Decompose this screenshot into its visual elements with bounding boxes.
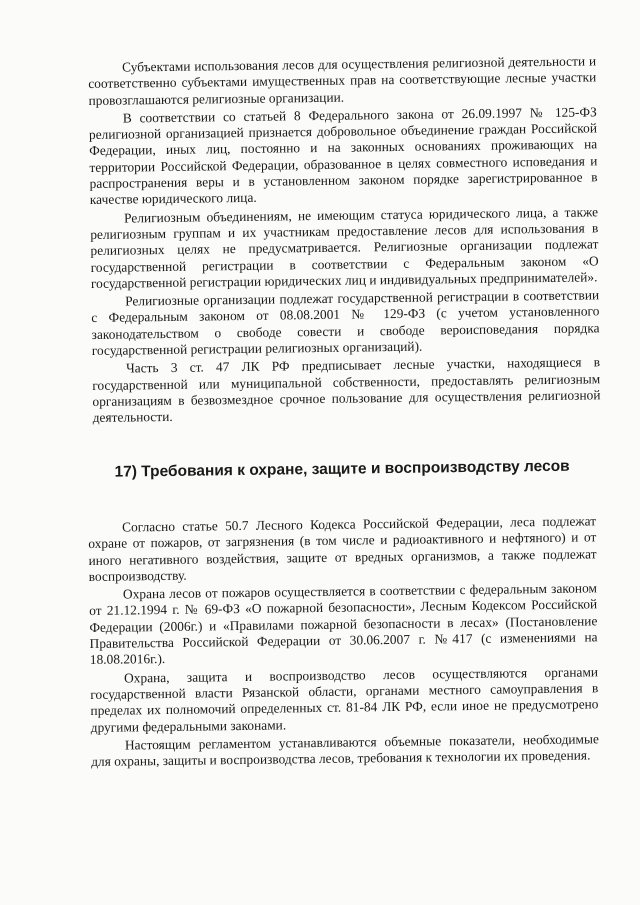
paragraph: Охрана лесов от пожаров осуществляется в соответствии с федеральным законом от 21.12.1994 г. № 69-ФЗ «О пожарной безопасности», Лесным Кодексом Российской Федерации (2006г.) и «Правилами пожарной безопасности в лесах» (Постановление Правительства Российской Федерации от 30.06.2007 г. №417 (с изменениями на 18.08.2016г.). — [89, 580, 598, 668]
paragraph: Охрана, защита и воспроизводство лесов осуществляются органами государственной власти Рязанской области, органами местного самоуправления в пределах их полномочий определенных ст. 81-84 ЛК РФ, если иное не предусмотрено другими федеральными законами. — [90, 664, 599, 735]
section-heading: 17) Требования к охране, защите и воспроизводству лесов — [114, 457, 570, 481]
section-forest-protection — [88, 513, 599, 770]
paragraph: Часть 3 ст. 47 ЛК РФ предписывает лесные участки, находящиеся в государственной или муниципальной собственности, предоставлять религиозным организациям в безвозмездное срочное пользование для осуществления религиозной деятельности. — [92, 354, 601, 426]
paragraph: Религиозным объединениям, не имеющим статуса юридического лица, а также религиозным группам и их участникам предоставление лесов для использования в религиозных целях не предусматривается. Религиозные организации подлежат государственной регистрации в соответствии с Федеральным законом «О государственной регистрации юридических лиц и индивидуальных предпринимателей». — [90, 204, 599, 291]
paragraph: Согласно статье 50.7 Лесного Кодекса Российской Федерации, леса подлежат охране от пожаров, от загрязнения (в том числе и радиоактивного и нефтяного) и от иного негативного воздействия, защите от вредных организмов, а также подлежат воспроизводству. — [88, 513, 597, 584]
paragraph: Субъектами использования лесов для осуществления религиозной деятельности и соответственно субъектами имущественных прав на соответствующие лесные участки провозглашаются религиозные организации. — [88, 53, 597, 108]
paragraph: В соответствии со статьей 8 Федерального закона от 26.09.1997 № 125-ФЗ религиозной организацией признается добровольное объединение граждан Российской Федерации, иных лиц, постоянно и на законных основаниях проживающих на территории Российской Федерации, образованное в целях совместного исповедания и распространения веры и в установленном законом порядке зарегистрированное в качестве юридического лица. — [88, 104, 598, 208]
paragraph: Настоящим регламентом устанавливаются объемные показатели, необходимые для охраны, защиты и воспроизводства лесов, требования к технологии их проведения. — [91, 731, 600, 770]
section-religious-use — [88, 53, 601, 426]
paragraph: Религиозные организации подлежат государственной регистрации в соответствии с Федеральным законом от 08.08.2001 № 129-ФЗ (с учетом установленного законодательством о свободе совести и свободе вероисповедания порядка государственной регистрации религиозных организаций). — [91, 287, 600, 359]
